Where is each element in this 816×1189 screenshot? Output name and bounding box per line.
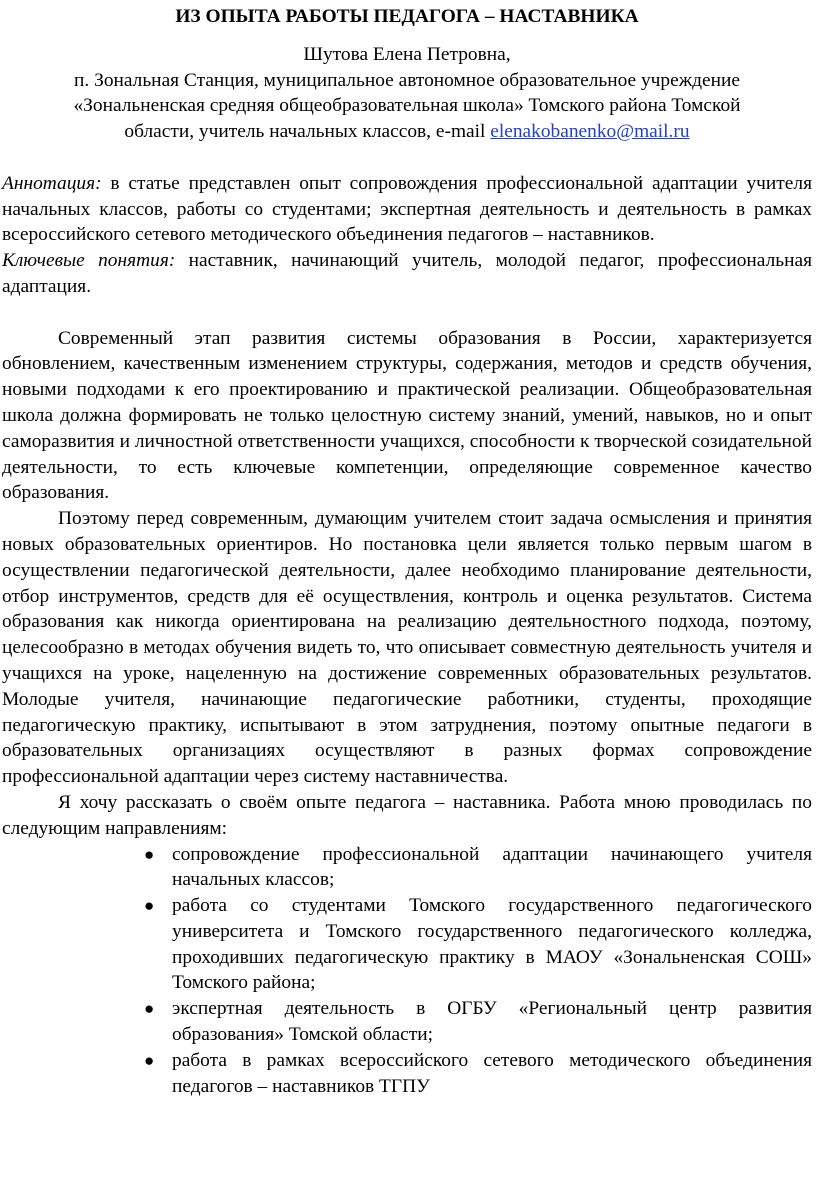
keywords-label: Ключевые понятия:: [2, 250, 176, 272]
list-item: [144, 842, 812, 894]
spacer: [2, 300, 812, 326]
list-item: [144, 1048, 812, 1100]
author-affiliation-line-1: п. Зональная Станция, муниципальное автономное образовательное учреждение: [74, 69, 740, 91]
keywords-paragraph: [2, 248, 812, 300]
directions-list: [2, 842, 812, 1100]
body-paragraph-3: Я хочу рассказать о своём опыте педагога – наставника. Работа мною проводилась по следующим направлениям:: [2, 791, 812, 839]
list-item-text: сопровождение профессиональной адаптации начинающего учителя начальных классов;: [172, 843, 812, 891]
author-affiliation-line-3: [2, 119, 812, 145]
spacer: [2, 145, 812, 171]
bullet-icon: ●: [144, 896, 155, 916]
body-paragraph-1: Современный этап развития системы образования в России, характеризуется обновлением, качественным изменением структуры, содержания, методов и средств обучения, новыми подходами к его проектированию и практической реализации. Общеобразовательная школа должна формировать не только целостную систему знаний, умений, навыков, но и опыт саморазвития и личностной ответственности учащихся, способности к творческой созидательной деятельности, то есть ключевые компетенции, определяющие современное качество образования.: [2, 327, 812, 504]
annotation-label: Аннотация:: [2, 172, 102, 194]
author-affiliation-line-2: «Зональненская средняя общеобразовательная школа» Томского района Томской: [73, 95, 741, 117]
list-item-text: работа в рамках всероссийского сетевого методического объединения педагогов – наставников ТГПУ: [172, 1049, 812, 1097]
list-item-text: экспертная деятельность в ОГБУ «Региональный центр развития образования» Томской области;: [172, 998, 812, 1046]
list-item-text: работа со студентами Томского государственного педагогического университета и Томского государственного педагогического колледжа, проходивших педагогическую практику в МАОУ «Зональненская СОШ» Томского района;: [172, 895, 812, 994]
annotation-text: в статье представлен опыт сопровождения профессиональной адаптации учителя начальных классов, работы со студентами; экспертная деятельность и деятельность в рамках всероссийского сетевого методического объединения педагогов – наставников.: [2, 172, 812, 246]
list-item: [144, 996, 812, 1048]
article-title: ИЗ ОПЫТА РАБОТЫ ПЕДАГОГА – НАСТАВНИКА: [175, 6, 639, 27]
bullet-icon: ●: [144, 1050, 155, 1070]
affiliation-prefix: области, учитель начальных классов, e-mail: [124, 121, 491, 143]
author-name: Шутова Елена Петровна,: [303, 43, 511, 65]
bullet-icon: ●: [144, 999, 155, 1019]
list-item: [144, 893, 812, 996]
annotation-paragraph: [2, 171, 812, 248]
keywords-text: наставник, начинающий учитель, молодой педагог, профессиональная адаптация.: [2, 250, 812, 297]
bullet-icon: ●: [144, 844, 155, 864]
email-link[interactable]: elenakobanenko@mail.ru: [490, 121, 690, 143]
body-paragraph-2: Поэтому перед современным, думающим учителем стоит задача осмысления и принятия новых образовательных ориентиров. Но постановка цели является только первым шагом в осуществлении педагогической деятельности, далее необходимо планирование деятельности, отбор инструментов, средств для её осуществления, контроль и оценка результатов. Система образования как никогда ориентирована на реализацию деятельностного подхода, поэтому, целесообразно в методах обучения видеть то, что описывает совместную деятельность учителя и учащихся на уроке, нацеленную на достижение современных образовательных результатов. Молодые учителя, начинающие педагогические работники, студенты, проходящие педагогическую практику, испытывают в этом затруднения, поэтому опытные педагоги в образовательных организациях осуществляют в разных формах сопровождение профессиональной адаптации через систему наставничества.: [2, 508, 812, 788]
